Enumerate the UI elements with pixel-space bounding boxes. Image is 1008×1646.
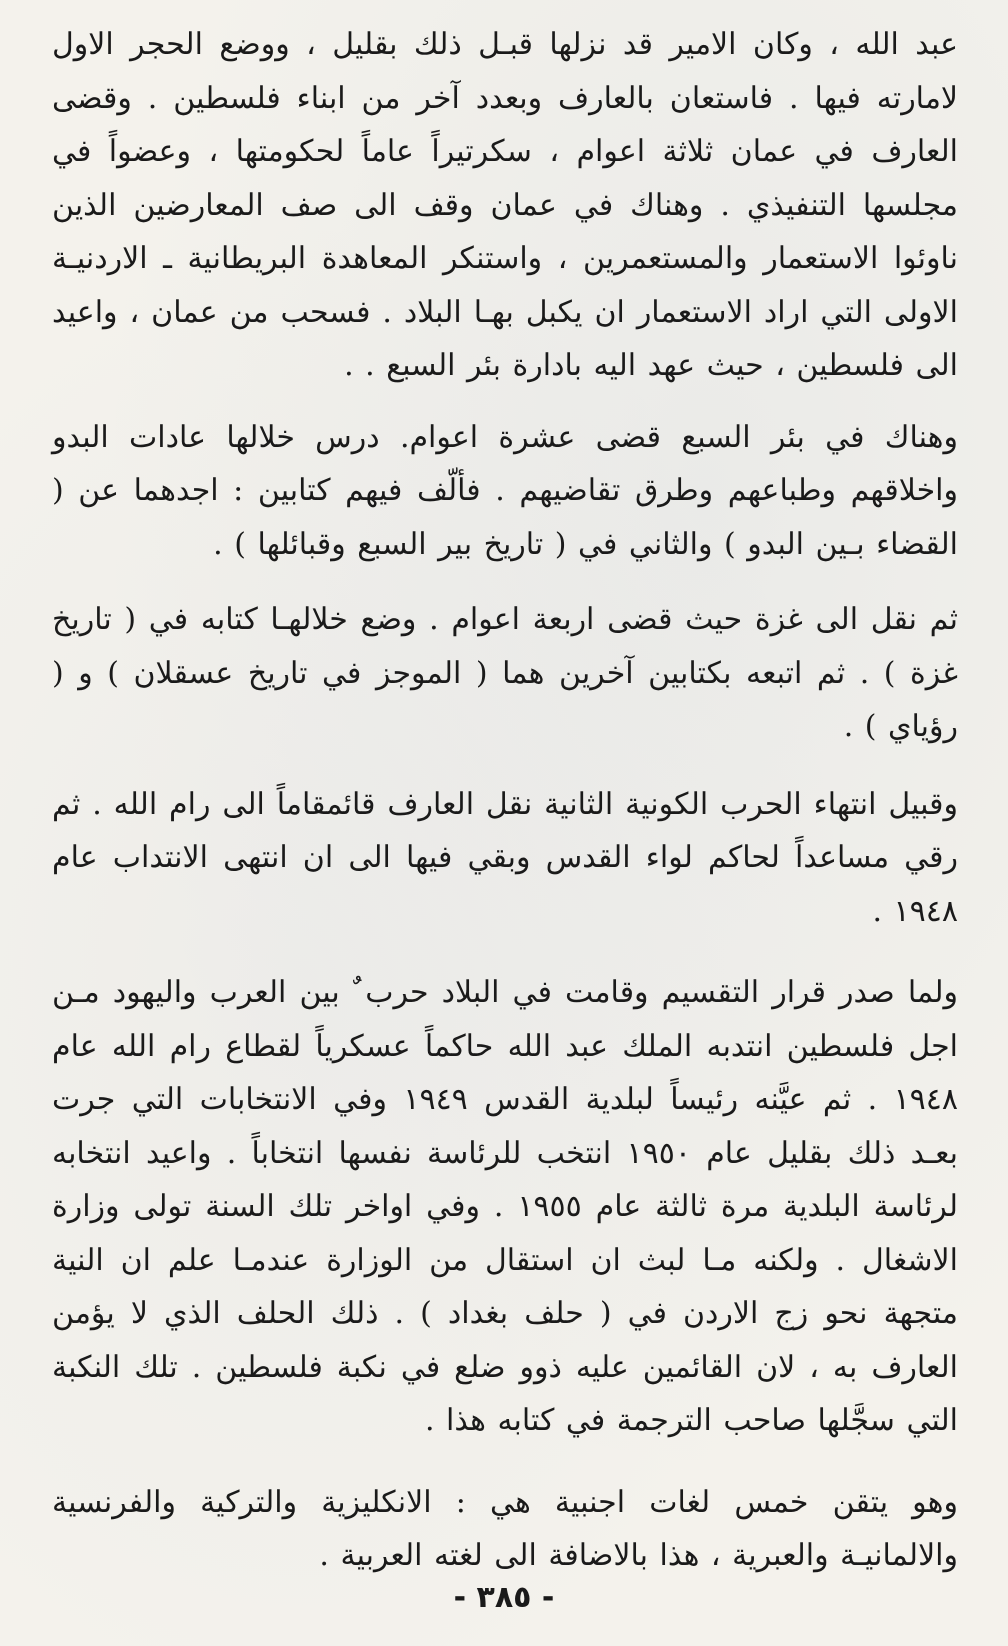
paragraph-gaza: ثم نقل الى غزة حيث قضى اربعة اعوام . وضع خلالهـا كتابه في ( تاريخ غزة ) . ثم اتبعه بكتابين آخرين هما ( الموجز في تاريخ عسقلان ) و ( رؤياي ) . [52,602,958,744]
page-number: - ٣٨٥ - [453,1580,555,1615]
paragraph-partition: ولما صدر قرار التقسيم وقامت في البلاد حرب ٌ بين العرب واليهود مـن اجل فلسطين انتدبه الملك عبد الله حاكماً عسكرياً لقطاع رام الله عام ١٩٤٨ . ثم عيَّنه رئيساً لبلدية القدس ١٩٤٩ وفي الانتخابات التي جرت بعـد ذلك بقليل عام ١٩٥٠ انتخب للرئاسة نفسها انتخاباً . واعيد انتخابه لرئاسة البلدية مرة ثالثة عام ١٩٥٥ . وفي اواخر تلك السنة تولى وزارة الاشغال . ولكنه مـا لبث ان استقال من الوزارة عندمـا علم ان النية متجهة نحو زج الاردن في ( حلف بغداد ) . ذلك الحلف الذي لا يؤمن العارف به ، لان القائمين عليه ذوو ضلع في نكبة فلسطين . تلك النكبة التي سجَّلها صاحب الترجمة في كتابه هذا . [52,975,959,1438]
paragraph-languages: وهو يتقن خمس لغات اجنبية هي : الانكليزية والتركية والفرنسية والالمانيـة والعبرية ، هذا بالاضافة الى لغته العربية . [52,1484,958,1573]
paragraph-ramallah: وقبيل انتهاء الحرب الكونية الثانية نقل العارف قائمقاماً الى رام الله . ثم رقي مساعداً لحاكم لواء القدس وبقي فيها الى ان انتهى الانتداب عام ١٩٤٨ . [52,786,958,929]
page-body [52,18,958,1583]
paragraph-beersheba: وهناك في بئر السبع قضى عشرة اعوام. درس خلالها عادات البدو واخلاقهم وطباعهم وطرق تقاضيهم . فألّف فيهم كتابين : اجدهما عن ( القضاء بـين البدو ) والثاني في ( تاريخ بير السبع وقبائلها ) . [52,419,958,562]
paragraph-early-career: عبد الله ، وكان الامير قد نزلها قبـل ذلك بقليل ، ووضع الحجر الاول لامارته فيها . فاستعان بالعارف وبعدد آخر من ابناء فلسطين . وقضى العارف في عمان ثلاثة اعوام ، سكرتيراً عاماً لحكومتها ، وعضواً في مجلسها التنفيذي . وهناك في عمان وقف الى صف المعارضين الذين ناوئوا الاستعمار والمستعمرين ، واستنكر المعاهدة البريطانية ـ الاردنيـة الاولى التي اراد الاستعمار ان يكبل بهـا البلاد . فسحب من عمان ، واعيد الى فلسطين ، حيث عهد اليه بادارة بئر السبع . . [52,27,958,383]
